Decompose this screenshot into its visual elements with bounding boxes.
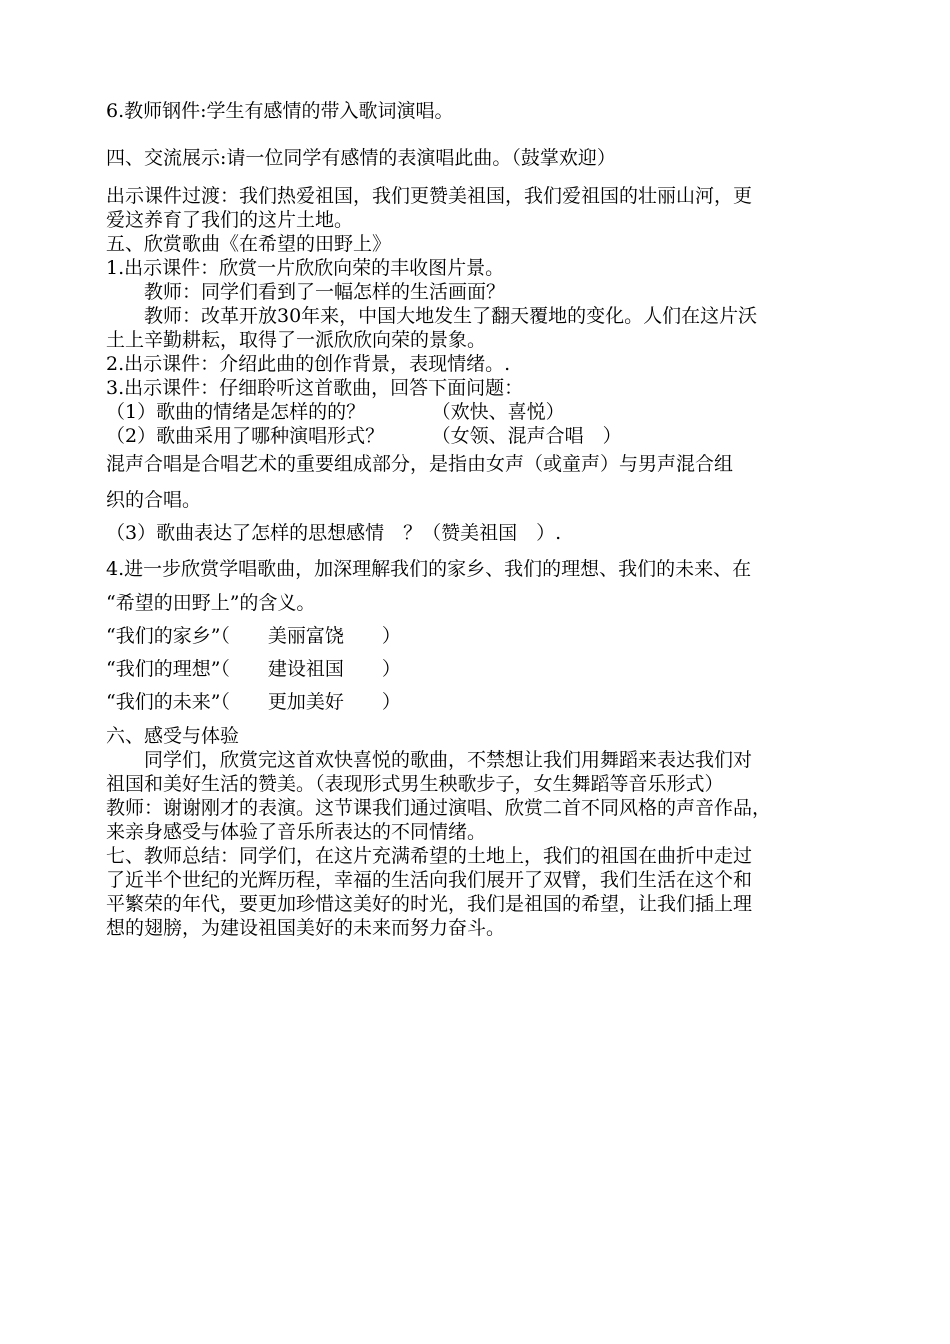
text-line: 3.出示课件：仔细聆听这首歌曲，回答下面问题： — [106, 377, 524, 399]
text-line: 混声合唱是合唱艺术的重要组成部分，是指由女声（或童声）与男声混合组 — [106, 453, 734, 475]
text-line: “希望的田野上”的含义。 — [106, 592, 316, 614]
text-line: （1）歌曲的情绪是怎样的的？ （欢快、喜悦） — [106, 401, 565, 423]
text-line: 4.进一步欣赏学唱歌曲，加深理解我们的家乡、我们的理想、我们的未来、在 — [106, 558, 752, 580]
text-line: 四、交流展示:请一位同学有感情的表演唱此曲。（鼓掌欢迎） — [106, 147, 616, 169]
text-line: 出示课件过渡：我们热爱祖国，我们更赞美祖国，我们爱祖国的壮丽山河，更 — [106, 185, 753, 207]
text-line: 祖国和美好生活的赞美。（表现形式男生秧歌步子，女生舞蹈等音乐形式） — [106, 773, 724, 795]
text-line: 6.教师钢件:学生有感情的带入歌词演唱。 — [106, 100, 454, 122]
text-line: 爱这养育了我们的这片土地。 — [106, 209, 354, 231]
text-line: 教师：谢谢刚才的表演。这节课我们通过演唱、欣赏二首不同风格的声音作品， — [106, 797, 772, 819]
text-line: 2.出示课件：介绍此曲的创作背景，表现情绪。. — [106, 353, 511, 375]
text-line: 了近半个世纪的光辉历程，幸福的生活向我们展开了双臂，我们生活在这个和 — [106, 869, 753, 891]
text-line: 同学们，欣赏完这首欢快喜悦的歌曲，不禁想让我们用舞蹈来表达我们对 — [106, 749, 753, 771]
text-line: 织的合唱。 — [106, 489, 202, 511]
text-line: 来亲身感受与体验了音乐所表达的不同情绪。 — [106, 821, 487, 843]
text-line: 平繁荣的年代，要更加珍惜这美好的时光，我们是祖国的希望，让我们插上理 — [106, 893, 753, 915]
text-line: 教师：改革开放30年来，中国大地发生了翻天覆地的变化。人们在这片沃 — [106, 305, 758, 327]
text-line: （2）歌曲采用了哪种演唱形式？ （女领、混声合唱 ） — [106, 425, 622, 447]
text-line: 教师：同学们看到了一幅怎样的生活画面？ — [106, 281, 506, 303]
text-line: （3）歌曲表达了怎样的思想感情 ？（赞美祖国 ）. — [106, 522, 562, 544]
text-line: 五、欣赏歌曲《在希望的田野上》 — [106, 233, 392, 255]
text-line: 六、感受与体验 — [106, 725, 240, 747]
text-line: “我们的理想”（ 建设祖国 ） — [106, 658, 401, 680]
text-line: 土上辛勤耕耘，取得了一派欣欣向荣的景象。 — [106, 329, 487, 351]
text-line: 想的翅膀，为建设祖国美好的未来而努力奋斗。 — [106, 917, 506, 939]
text-line: 1.出示课件：欣赏一片欣欣向荣的丰收图片景。 — [106, 257, 505, 279]
text-line: “我们的家乡”（ 美丽富饶 ） — [106, 625, 401, 647]
text-line: 七、教师总结：同学们，在这片充满希望的土地上，我们的祖国在曲折中走过 — [106, 845, 753, 867]
text-line: “我们的未来”（ 更加美好 ） — [106, 691, 401, 713]
